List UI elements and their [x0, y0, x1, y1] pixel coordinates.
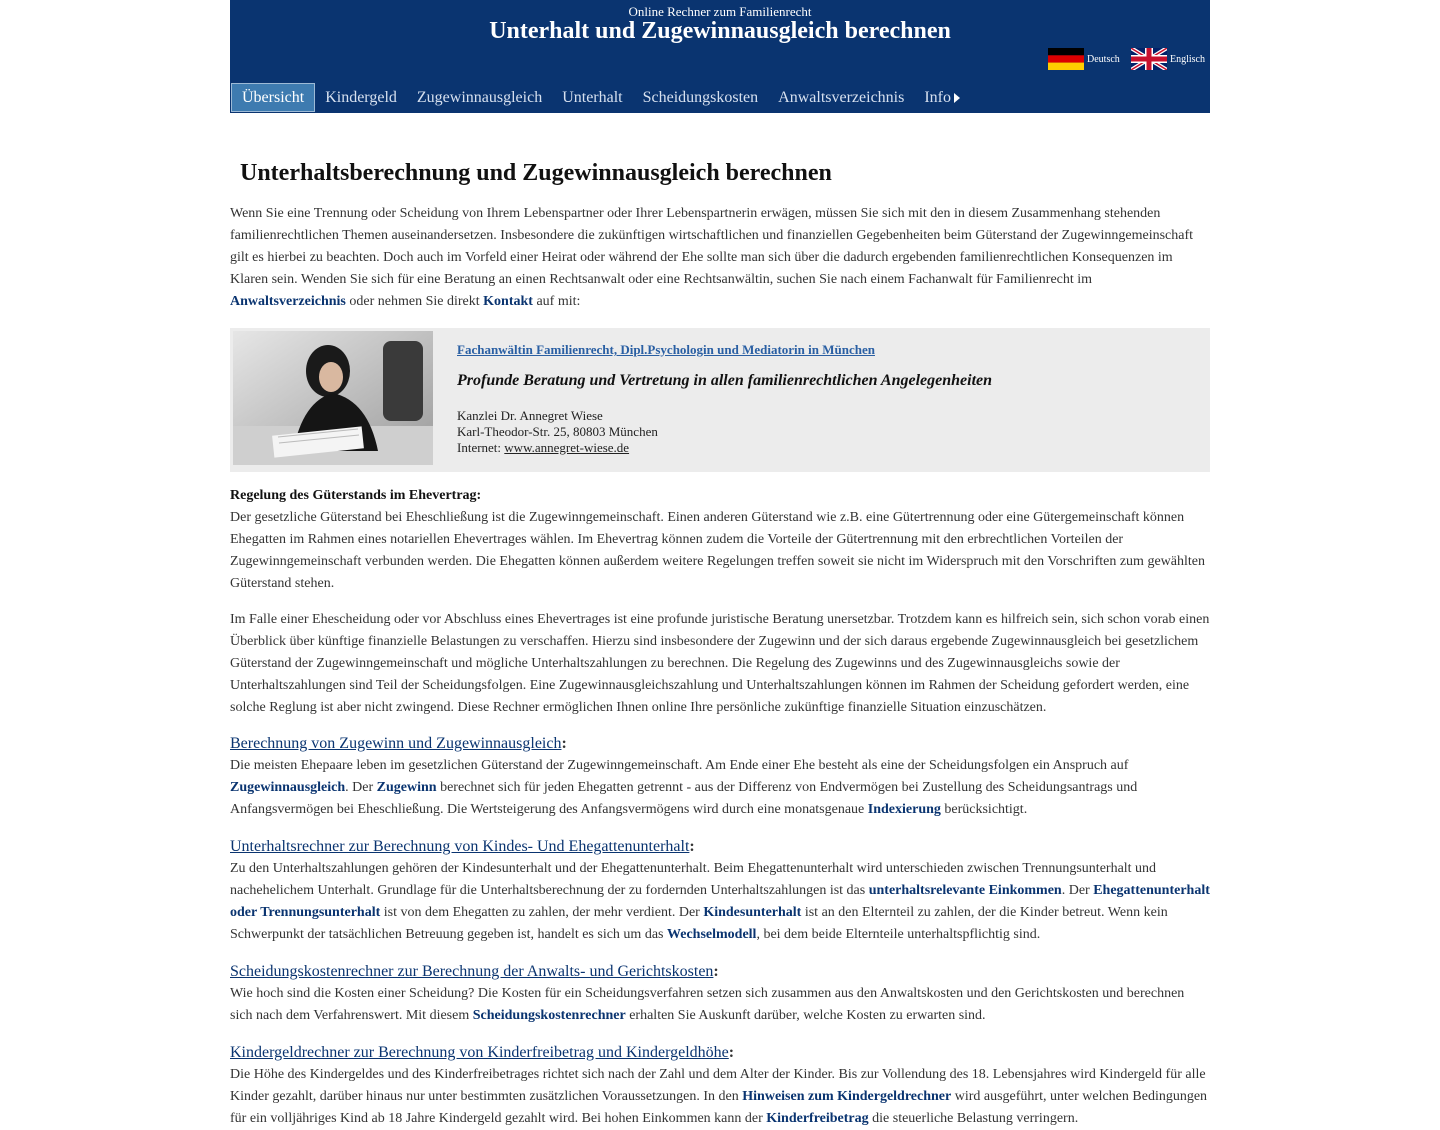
- kindergeld-section: [230, 1042, 1210, 1130]
- main-nav: [230, 83, 963, 112]
- ad-website-link[interactable]: www.annegret-wiese.de: [504, 440, 630, 455]
- kindergeld-heading-link[interactable]: Kindergeldrechner zur Berechnung von Kinderfreibetrag und Kindergeldhöhe: [230, 1044, 729, 1061]
- para2-text: Im Falle einer Ehescheidung oder vor Abschluss eines Ehevertrages ist eine profunde juristische Beratung unersetzbar. Trotzdem kann es hilfreich sein, sich schon vorab einen Überblick über künftige finanzielle Belastungen zu verschaffen. Hierzu sind insbesondere der Zugewinn und der sich daraus ergebende Zugewinnausgleich bei gesetzlichem Güterstand der Zugewinngemeinschaft und mögliche Unterhaltszahlungen zu berechnen. Die Regelung des Zugewinns und des Zugewinnausgleichs sowie der Unterhaltszahlungen sind Teil der Scheidungsfolgen. Eine Zugewinnausgleichszahlung und Unterhaltszahlungen können im Rahmen der Scheidung gefordert werden, eine solche Reglung ist aber nicht zwingend. Diese Rechner ermöglichen Ihnen online Ihre persönliche zukünftige finanzielle Situation einzuschätzen.: [230, 612, 1210, 715]
- unterhalt-heading: Unterhaltsrechner zur Berechnung von Kindes- Und Ehegattenunterhalt:: [230, 838, 695, 855]
- nav-more-arrow-icon[interactable]: [953, 83, 963, 112]
- link-kontakt[interactable]: Kontakt: [483, 294, 533, 309]
- link-kindesunterhalt[interactable]: Kindesunterhalt: [703, 905, 802, 920]
- kindergeld-text: Die Höhe des Kindergeldes und des Kinderfreibetrages richtet sich nach der Zahl und dem Alter der Kinder. Bis zur Vollendung des 18. Lebensjahres wird Kindergeld für alle Kinder gezahlt, darüber hinaus nur unter bestimmten zusätzlichen Voraussetzungen. In den Hinweisen zum Kindergeldrechner wird ausgeführt, unter welchen Bedingungen für ein volljähriges Kind ab 18 Jahre Kindergeld gezahlt wird. Bei hohen Einkommen kann der Kinderfreibetrag die steuerliche Belastung verringern.: [230, 1067, 1208, 1126]
- link-indexierung[interactable]: Indexierung: [867, 802, 941, 817]
- regelung-heading: Regelung des Güterstands im Ehevertrag:: [230, 488, 482, 503]
- link-hinweise-kindergeld[interactable]: Hinweisen zum Kindergeldrechner: [742, 1089, 952, 1104]
- site-subtitle: Online Rechner zum Familienrecht: [628, 4, 812, 19]
- nav-uebersicht[interactable]: Übersicht: [231, 83, 315, 112]
- nav-kindergeld[interactable]: Kindergeld: [325, 89, 397, 106]
- lawyer-photo: [233, 331, 433, 465]
- scheidung-section: [230, 961, 1210, 1027]
- lang-german-label[interactable]: Deutsch: [1087, 53, 1120, 65]
- zugewinn-section: [230, 733, 1210, 821]
- scheidung-text: Wie hoch sind die Kosten einer Scheidung? Die Kosten für ein Scheidungsverfahren setzen sich zusammen aus den Anwaltskosten und den Gerichtskosten und berechnen sich nach dem Verfahrenswert. Mit diesem Scheidungskostenrechner erhalten Sie Auskunft darüber, welche Kosten zu erwarten sind.: [230, 986, 1185, 1023]
- intro-section: [230, 203, 1210, 313]
- link-zugewinnausgleich[interactable]: Zugewinnausgleich: [230, 780, 346, 795]
- uk-flag-icon: [1131, 48, 1167, 70]
- scheidung-heading-link[interactable]: Scheidungskostenrechner zur Berechnung der Anwalts- und Gerichtskosten: [230, 963, 714, 980]
- nav-unterhalt[interactable]: Unterhalt: [562, 89, 623, 106]
- nav-info[interactable]: Info: [924, 89, 951, 106]
- ad-firm: Kanzlei Dr. Annegret Wiese: [457, 408, 603, 423]
- page-title: Unterhaltsberechnung und Zugewinnausgleich berechnen: [240, 160, 832, 186]
- link-zugewinn[interactable]: Zugewinn: [376, 780, 437, 795]
- link-anwaltsverzeichnis[interactable]: Anwaltsverzeichnis: [230, 294, 346, 309]
- link-einkommen[interactable]: unterhaltsrelevante Einkommen: [868, 883, 1062, 898]
- nav-scheidungskosten[interactable]: Scheidungskosten: [642, 89, 759, 106]
- unterhalt-text: Zu den Unterhaltszahlungen gehören der Kindesunterhalt und der Ehegattenunterhalt. Beim Ehegattenunterhalt wird unterschieden zwischen Trennungsunterhalt und nachehelichem Unterhalt. Grundlage für die Unterhaltsberechnung der zu fordernden Unterhaltszahlungen ist das unterhaltsrelevante Einkommen. Der Ehegattenunterhalt oder Trennungsunterhalt ist von dem Ehegatten zu zahlen, der mehr verdient. Der Kindesunterhalt ist an den Elternteil zu zahlen, der die Kinder betreut. Wenn kein Schwerpunkt der tatsächlichen Betreuung gegeben ist, handelt es sich um das Wechselmodell, bei dem beide Elternteile unterhaltspflichtig sind.: [230, 861, 1210, 942]
- unterhalt-heading-link[interactable]: Unterhaltsrechner zur Berechnung von Kindes- Und Ehegattenunterhalt: [230, 838, 690, 855]
- nav-anwaltsverzeichnis[interactable]: Anwaltsverzeichnis: [778, 89, 905, 106]
- ad-internet: Internet: www.annegret-wiese.de: [457, 440, 630, 455]
- para2-section: [230, 609, 1210, 719]
- link-wechselmodell[interactable]: Wechselmodell: [667, 927, 757, 942]
- link-ehegattenunterhalt[interactable]: Ehegattenunterhalt oder Trennungsunterhalt: [230, 883, 1210, 920]
- kindergeld-heading: Kindergeldrechner zur Berechnung von Kinderfreibetrag und Kindergeldhöhe:: [230, 1044, 735, 1061]
- site-header: [230, 0, 1210, 113]
- zugewinn-heading-link[interactable]: Berechnung von Zugewinn und Zugewinnausgleich: [230, 735, 562, 752]
- unterhalt-section: [230, 836, 1210, 946]
- lang-english-label[interactable]: Englisch: [1170, 53, 1205, 65]
- lang-german[interactable]: [1048, 48, 1120, 70]
- link-scheidungskostenrechner[interactable]: Scheidungskostenrechner: [472, 1008, 626, 1023]
- ad-heading-link[interactable]: Fachanwältin Familienrecht, Dipl.Psychologin und Mediatorin in München: [457, 342, 875, 357]
- link-kinderfreibetrag[interactable]: Kinderfreibetrag: [766, 1111, 869, 1126]
- nav-zugewinnausgleich[interactable]: Zugewinnausgleich: [416, 89, 543, 106]
- lang-english[interactable]: [1131, 48, 1205, 70]
- zugewinn-text: Die meisten Ehepaare leben im gesetzlichen Güterstand der Zugewinngemeinschaft. Am Ende einer Ehe besteht als eine der Scheidungsfolgen ein Anspruch auf Zugewinnausgleich. Der Zugewinn berechnet sich für jeden Ehegatten getrennt - aus der Differenz von Endvermögen bei Zustellung des Scheidungsantrags und Anfangsvermögen bei Eheschließung. Die Wertsteigerung des Anfangsvermögens wird durch eine monatsgenaue Indexierung berücksichtigt.: [230, 758, 1138, 817]
- ad-address: Karl-Theodor-Str. 25, 80803 München: [457, 424, 658, 439]
- zugewinn-heading: Berechnung von Zugewinn und Zugewinnausgleich:: [230, 735, 567, 752]
- regelung-section: [230, 485, 1210, 595]
- intro-text: Wenn Sie eine Trennung oder Scheidung von Ihrem Lebenspartner oder Ihrer Lebenspartnerin erwägen, müssen Sie sich mit den in diesem Zusammenhang stehenden familienrechtlichen Themen auseinandersetzen. Insbesondere die zukünftigen wirtschaftlichen und finanziellen Gegebenheiten beim Güterstand der Zugewinngemeinschaft gilt es hierbei zu beachten. Doch auch im Vorfeld einer Heirat oder während der Ehe sollte man sich über die dadurch ergebenden familienrechtlichen Konsequenzen im Klaren sein. Wenden Sie sich für eine Beratung an einen Rechtsanwalt oder eine Rechtsanwältin, suchen Sie nach einem Fachanwalt für Familienrecht im Anwaltsverzeichnis oder nehmen Sie direkt Kontakt auf mit:: [230, 206, 1194, 309]
- german-flag-icon: [1048, 48, 1084, 70]
- regelung-text: Der gesetzliche Güterstand bei Eheschließung ist die Zugewinngemeinschaft. Einen anderen Güterstand wie z.B. eine Gütertrennung oder eine Gütergemeinschaft können Ehegatten im Rahmen eines notariellen Ehevertrages wählen. Im Ehevertrag können zudem die Vorteile der Gütertrennung mit den erbrechtlichen Vorteilen der Zugewinngemeinschaft verbunden werden. Die Ehegatten können außerdem weitere Regelungen treffen soweit sie nicht im Widerspruch mit den Vorschriften zum gewählten Güterstand stehen.: [230, 510, 1205, 591]
- scheidung-heading: Scheidungskostenrechner zur Berechnung der Anwalts- und Gerichtskosten:: [230, 963, 719, 980]
- ad-box: [230, 328, 1210, 472]
- ad-slogan: Profunde Beratung und Vertretung in allen familienrechtlichen Angelegenheiten: [457, 372, 993, 389]
- site-title: Unterhalt und Zugewinnausgleich berechnen: [489, 18, 951, 44]
